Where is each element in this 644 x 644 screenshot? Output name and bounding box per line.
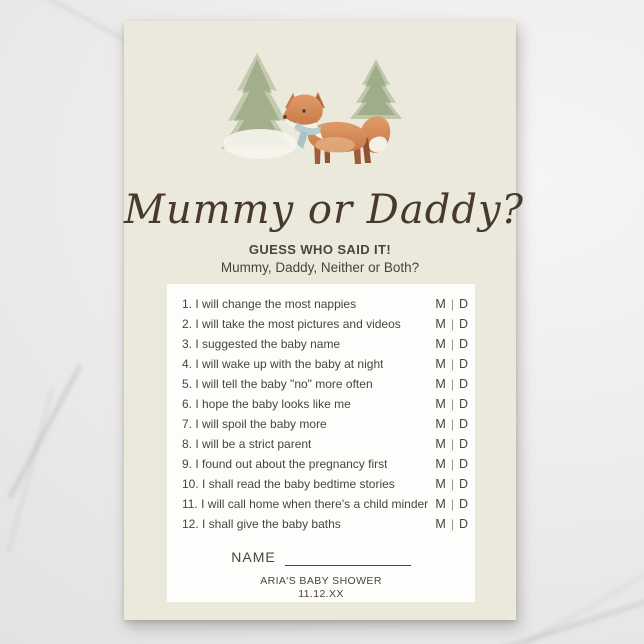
marble-vein [513, 550, 644, 644]
answer-mummy: M [435, 297, 446, 311]
answer-separator: | [450, 357, 454, 371]
question-row [182, 314, 468, 334]
question-text: 3. I suggested the baby name [182, 337, 341, 351]
question-row [182, 414, 468, 434]
answer-mummy: M [435, 357, 446, 371]
answer-daddy: D [458, 457, 468, 471]
event-name: ARIA'S BABY SHOWER [260, 575, 382, 587]
answer-daddy: D [458, 377, 468, 391]
answer-mummy: M [435, 497, 446, 511]
answer-daddy: D [458, 297, 468, 311]
answer-options [435, 437, 468, 451]
card-tagline: Mummy, Daddy, Neither or Both? [220, 260, 420, 275]
question-panel [167, 284, 475, 602]
answer-daddy: D [458, 417, 468, 431]
question-text: 1. I will change the most nappies [182, 297, 357, 311]
answer-options [435, 357, 468, 371]
answer-options [435, 517, 468, 531]
question-row [182, 474, 468, 494]
answer-separator: | [450, 457, 454, 471]
name-label: NAME [231, 549, 276, 565]
answer-mummy: M [435, 397, 446, 411]
answer-mummy: M [435, 477, 446, 491]
name-row [182, 546, 460, 566]
marble-vein [7, 389, 53, 554]
question-row [182, 334, 468, 354]
answer-options [435, 497, 468, 511]
answer-options [435, 317, 468, 331]
answer-daddy: D [458, 317, 468, 331]
answer-daddy: D [458, 437, 468, 451]
question-text: 11. I will call home when there's a child minder [182, 497, 429, 511]
answer-separator: | [450, 477, 454, 491]
question-text: 10. I shall read the baby bedtime stories [182, 477, 395, 491]
question-text: 12. I shall give the baby baths [182, 517, 341, 531]
answer-separator: | [450, 417, 454, 431]
question-text: 5. I will tell the baby "no" more often [182, 377, 373, 391]
question-row [182, 394, 468, 414]
answer-mummy: M [435, 517, 446, 531]
marble-vein [8, 365, 81, 499]
question-text: 8. I will be a strict parent [182, 437, 312, 451]
question-row [182, 374, 468, 394]
answer-options [435, 337, 468, 351]
game-card [124, 21, 524, 620]
question-row [182, 454, 468, 474]
answer-options [435, 377, 468, 391]
pine-tree-right-icon [350, 59, 402, 119]
answer-daddy: D [458, 337, 468, 351]
question-row [182, 434, 468, 454]
question-text: 4. I will wake up with the baby at night [182, 357, 384, 371]
answer-separator: | [450, 517, 454, 531]
answer-separator: | [450, 397, 454, 411]
answer-mummy: M [435, 437, 446, 451]
question-row [182, 494, 468, 514]
answer-separator: | [450, 437, 454, 451]
answer-daddy: D [458, 477, 468, 491]
question-row [182, 294, 468, 314]
question-row [182, 354, 468, 374]
question-list [182, 294, 468, 534]
answer-separator: | [450, 377, 454, 391]
answer-separator: | [450, 297, 454, 311]
answer-mummy: M [435, 337, 446, 351]
answer-options [435, 397, 468, 411]
question-text: 6. I hope the baby looks like me [182, 397, 351, 411]
card-footer [182, 575, 460, 601]
answer-mummy: M [435, 457, 446, 471]
question-text: 9. I found out about the pregnancy first [182, 457, 388, 471]
answer-mummy: M [435, 417, 446, 431]
answer-options [435, 297, 468, 311]
answer-options [435, 417, 468, 431]
question-row [182, 514, 468, 534]
answer-options [435, 477, 468, 491]
answer-daddy: D [458, 517, 468, 531]
answer-options [435, 457, 468, 471]
answer-daddy: D [458, 357, 468, 371]
answer-daddy: D [458, 397, 468, 411]
event-date: 11.12.XX [298, 588, 344, 600]
snow-mound [223, 129, 297, 159]
card-title: Mummy or Daddy? [124, 187, 524, 233]
card-subtitle: GUESS WHO SAID IT! [248, 242, 392, 257]
question-text: 2. I will take the most pictures and videos [182, 317, 401, 331]
name-blank-line [285, 550, 411, 566]
answer-mummy: M [435, 377, 446, 391]
answer-mummy: M [435, 317, 446, 331]
answer-separator: | [450, 317, 454, 331]
answer-separator: | [450, 497, 454, 511]
question-text: 7. I will spoil the baby more [182, 417, 327, 431]
answer-separator: | [450, 337, 454, 351]
watercolor-forest-fox-illustration [215, 51, 425, 173]
answer-daddy: D [458, 497, 468, 511]
